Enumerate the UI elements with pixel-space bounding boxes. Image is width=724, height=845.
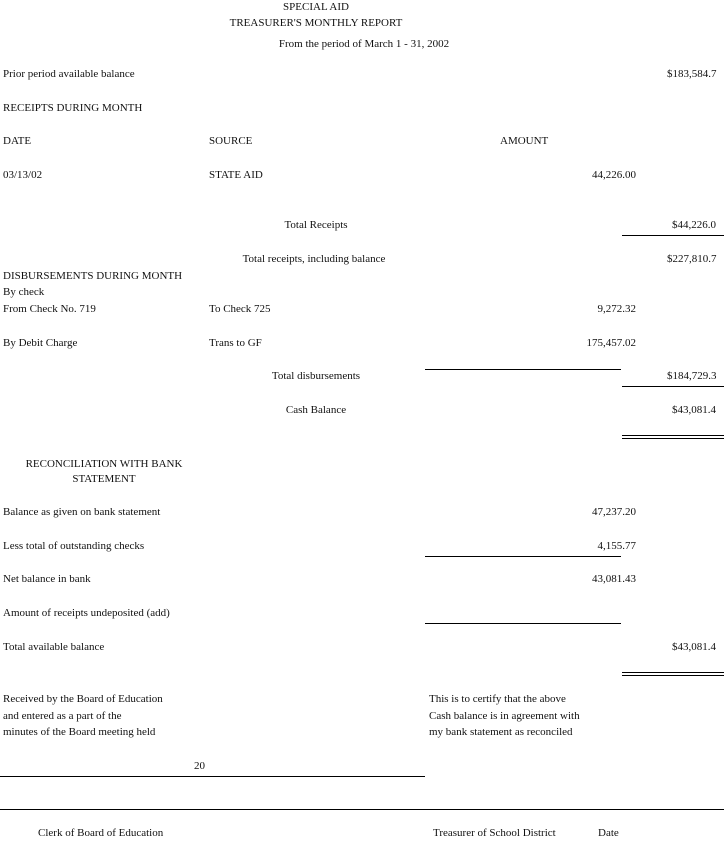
column-source-header: SOURCE	[209, 135, 253, 147]
clerk-signature-label: Clerk of Board of Education	[38, 827, 164, 839]
report-title-line1: SPECIAL AID	[283, 1, 349, 13]
certify-line2: Cash balance is in agreement with	[429, 710, 580, 722]
debit-amount: 175,457.02	[586, 337, 636, 349]
debit-charge-label: By Debit Charge	[3, 337, 78, 349]
outstanding-checks-rule	[425, 556, 621, 557]
prior-balance-label: Prior period available balance	[3, 68, 135, 80]
date-label: Date	[598, 827, 619, 839]
total-receipts-label: Total Receipts	[284, 219, 348, 231]
outstanding-checks-amount: 4,155.77	[597, 540, 636, 552]
received-line2: and entered as a part of the	[3, 710, 122, 722]
cash-balance-double-rule	[622, 435, 724, 439]
check-amount: 9,272.32	[597, 303, 636, 315]
net-balance-amount: 43,081.43	[592, 573, 636, 585]
certify-line1: This is to certify that the above	[429, 693, 566, 705]
receipt-amount: 44,226.00	[592, 169, 636, 181]
certify-line3: my bank statement as reconciled	[429, 726, 573, 738]
meeting-date-signature-line	[0, 776, 425, 777]
receipts-including-balance-label: Total receipts, including balance	[242, 253, 386, 265]
total-available-balance-amount: $43,081.4	[672, 641, 716, 653]
receipt-date: 03/13/02	[3, 169, 43, 181]
receipts-heading: RECEIPTS DURING MONTH	[3, 102, 143, 114]
cash-balance-label: Cash Balance	[285, 404, 347, 416]
received-line3: minutes of the Board meeting held	[3, 726, 156, 738]
total-disbursements-amount: $184,729.3	[667, 370, 717, 382]
received-line1: Received by the Board of Education	[3, 693, 163, 705]
from-check-label: From Check No. 719	[3, 303, 96, 315]
disbursements-subtotal-rule	[425, 369, 621, 370]
total-receipts-amount: $44,226.0	[672, 219, 716, 231]
column-date-header: DATE	[3, 135, 32, 147]
disbursements-heading: DISBURSEMENTS DURING MONTH	[3, 270, 183, 282]
cash-balance-amount: $43,081.4	[672, 404, 716, 416]
report-title-line2: TREASURER'S MONTHLY REPORT	[229, 17, 403, 29]
to-check-label: To Check 725	[209, 303, 271, 315]
signature-line	[0, 809, 724, 810]
receipts-including-balance-amount: $227,810.7	[667, 253, 717, 265]
treasurer-signature-label: Treasurer of School District	[433, 827, 556, 839]
undeposited-receipts-rule	[425, 623, 621, 624]
year-prefix: 20	[194, 760, 205, 772]
bank-statement-amount: 47,237.20	[592, 506, 636, 518]
prior-balance-amount: $183,584.7	[667, 68, 717, 80]
total-receipts-rule	[622, 235, 724, 236]
receipt-source: STATE AID	[209, 169, 263, 181]
total-disbursements-rule	[622, 386, 724, 387]
report-period: From the period of March 1 - 31, 2002	[278, 38, 450, 50]
undeposited-receipts-label: Amount of receipts undeposited (add)	[3, 607, 170, 619]
by-check-label: By check	[3, 286, 45, 298]
debit-source: Trans to GF	[209, 337, 262, 349]
total-disbursements-label: Total disbursements	[271, 370, 361, 382]
outstanding-checks-label: Less total of outstanding checks	[3, 540, 145, 552]
net-balance-label: Net balance in bank	[3, 573, 91, 585]
column-amount-header: AMOUNT	[500, 135, 549, 147]
total-available-balance-label: Total available balance	[3, 641, 105, 653]
reconciliation-heading-line1: RECONCILIATION WITH BANK	[25, 458, 183, 470]
available-balance-double-rule	[622, 672, 724, 676]
bank-statement-label: Balance as given on bank statement	[3, 506, 161, 518]
reconciliation-heading-line2: STATEMENT	[72, 473, 136, 485]
